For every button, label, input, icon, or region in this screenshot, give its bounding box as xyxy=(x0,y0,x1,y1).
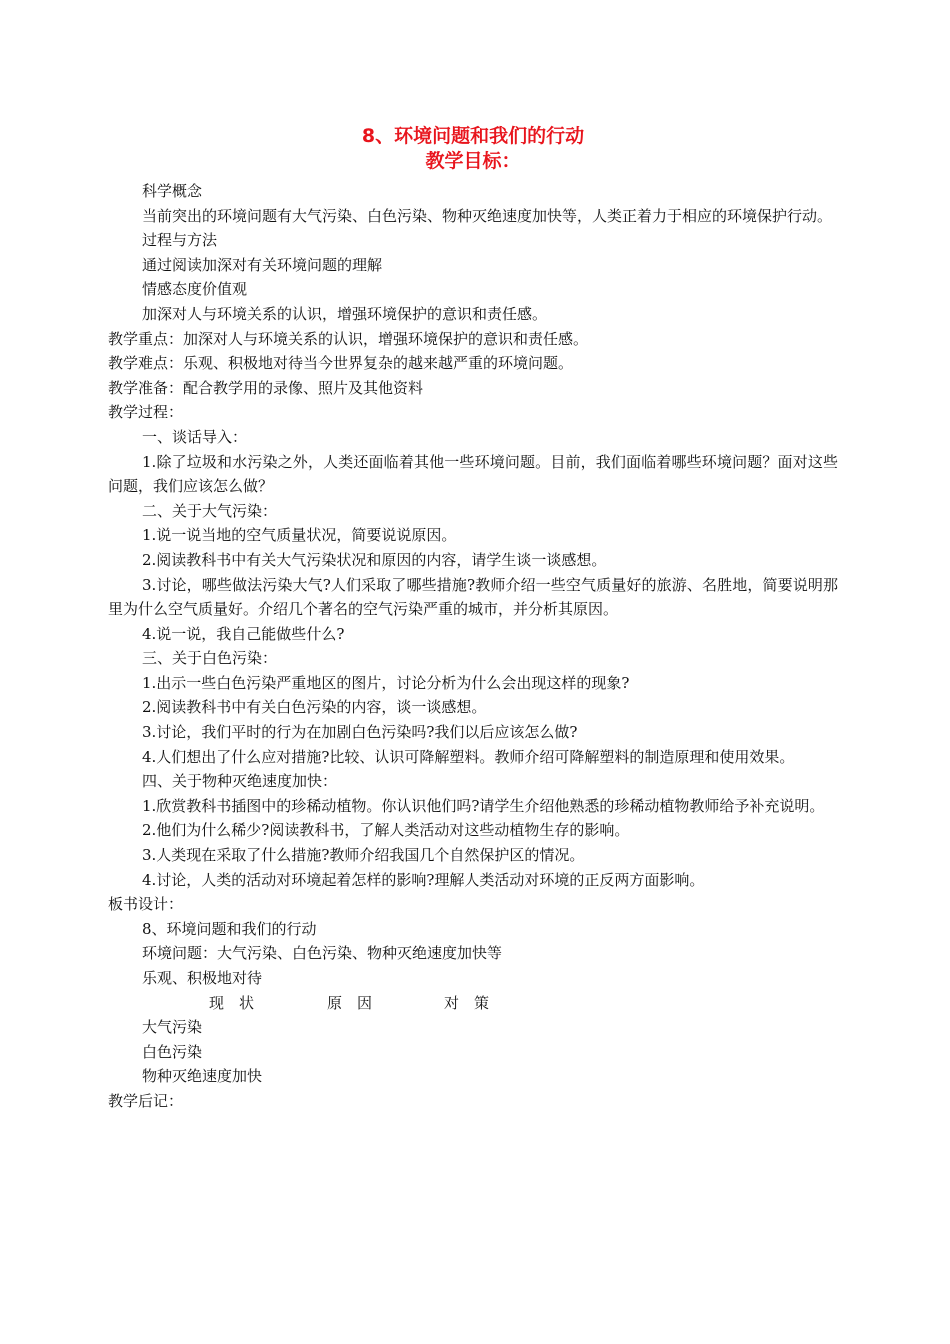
board-row: 物种灭绝速度加快 xyxy=(142,1067,263,1086)
board-column-status: 现 状 xyxy=(209,993,255,1012)
attitude-heading: 情感态度价值观 xyxy=(142,280,248,299)
board-line: 8、环境问题和我们的行动 xyxy=(142,919,317,938)
board-row: 白色污染 xyxy=(142,1042,203,1061)
method-heading: 过程与方法 xyxy=(142,231,218,250)
concept-heading: 科学概念 xyxy=(142,182,203,200)
document-title: 8、环境问题和我们的行动 xyxy=(361,125,585,147)
section-heading: 三、关于白色污染： xyxy=(142,649,278,668)
section-paragraph: 1.除了垃圾和水污染之外，人类还面临着其他一些环境问题。目前，我们面临着哪些环境问题？面对这些问题，我们应该怎么做？ xyxy=(108,452,838,496)
board-column-cause: 原 因 xyxy=(327,993,373,1012)
objectives-heading: 教学目标： xyxy=(425,150,521,172)
difficulty: 教学难点：乐观、积极地对待当今世界复杂的越来越严重的环境问题。 xyxy=(108,354,574,373)
postscript-heading: 教学后记： xyxy=(108,1091,184,1110)
section-paragraph: 3.讨论，我们平时的行为在加剧白色污染吗?我们以后应该怎么做? xyxy=(142,723,578,742)
section-paragraph: 1.出示一些白色污染严重地区的图片，讨论分析为什么会出现这样的现象? xyxy=(142,673,630,692)
section-heading: 四、关于物种灭绝速度加快： xyxy=(142,772,338,791)
concept-text: 当前突出的环境问题有大气污染、白色污染、物种灭绝速度加快等，人类正着力于相应的环境保护行动。 xyxy=(142,206,833,225)
section-paragraph: 1.欣赏教科书插图中的珍稀动植物。你认识他们吗?请学生介绍他熟悉的珍稀动植物教师给予补充说明。 xyxy=(142,796,825,815)
board-column-measure: 对 策 xyxy=(444,993,490,1012)
section-paragraph: 3.人类现在采取了什么措施?教师介绍我国几个自然保护区的情况。 xyxy=(142,846,585,865)
section-paragraph: 4.说一说，我自己能做些什么? xyxy=(142,624,345,643)
document-page xyxy=(108,124,838,1114)
key-point: 教学重点：加深对人与环境关系的认识，增强环境保护的意识和责任感。 xyxy=(108,329,589,348)
section-paragraph: 4.讨论，人类的活动对环境起着怎样的影响?理解人类活动对环境的正反两方面影响。 xyxy=(142,870,705,889)
section-paragraph: 2.阅读教科书中有关白色污染的内容，谈一谈感想。 xyxy=(142,698,487,717)
section-heading: 一、谈话导入： xyxy=(142,427,248,446)
section-paragraph: 4.人们想出了什么应对措施?比较、认识可降解塑料。教师介绍可降解塑料的制造原理和使用效果。 xyxy=(142,747,795,766)
section-heading: 二、关于大气污染： xyxy=(142,501,278,520)
process-heading: 教学过程： xyxy=(108,403,184,422)
method-text: 通过阅读加深对有关环境问题的理解 xyxy=(142,255,383,274)
preparation: 教学准备：配合教学用的录像、照片及其他资料 xyxy=(108,378,424,397)
section-paragraph: 3.讨论，哪些做法污染大气?人们采取了哪些措施?教师介绍一些空气质量好的旅游、名胜地，简要说明那里为什么空气质量好。介绍几个著名的空气污染严重的城市，并分析其原因。 xyxy=(108,575,838,619)
board-line: 乐观、积极地对待 xyxy=(142,969,263,987)
board-line: 环境问题：大气污染、白色污染、物种灭绝速度加快等 xyxy=(142,944,503,963)
section-paragraph: 2.阅读教科书中有关大气污染状况和原因的内容，请学生谈一谈感想。 xyxy=(142,550,607,569)
board-heading: 板书设计： xyxy=(108,895,184,914)
board-row: 大气污染 xyxy=(142,1018,203,1037)
section-paragraph: 1.说一说当地的空气质量状况，简要说说原因。 xyxy=(142,526,457,545)
attitude-text: 加深对人与环境关系的认识，增强环境保护的意识和责任感。 xyxy=(142,304,548,323)
board-table-header xyxy=(108,991,838,1016)
section-paragraph: 2.他们为什么稀少?阅读教科书，了解人类活动对这些动植物生存的影响。 xyxy=(142,821,630,840)
